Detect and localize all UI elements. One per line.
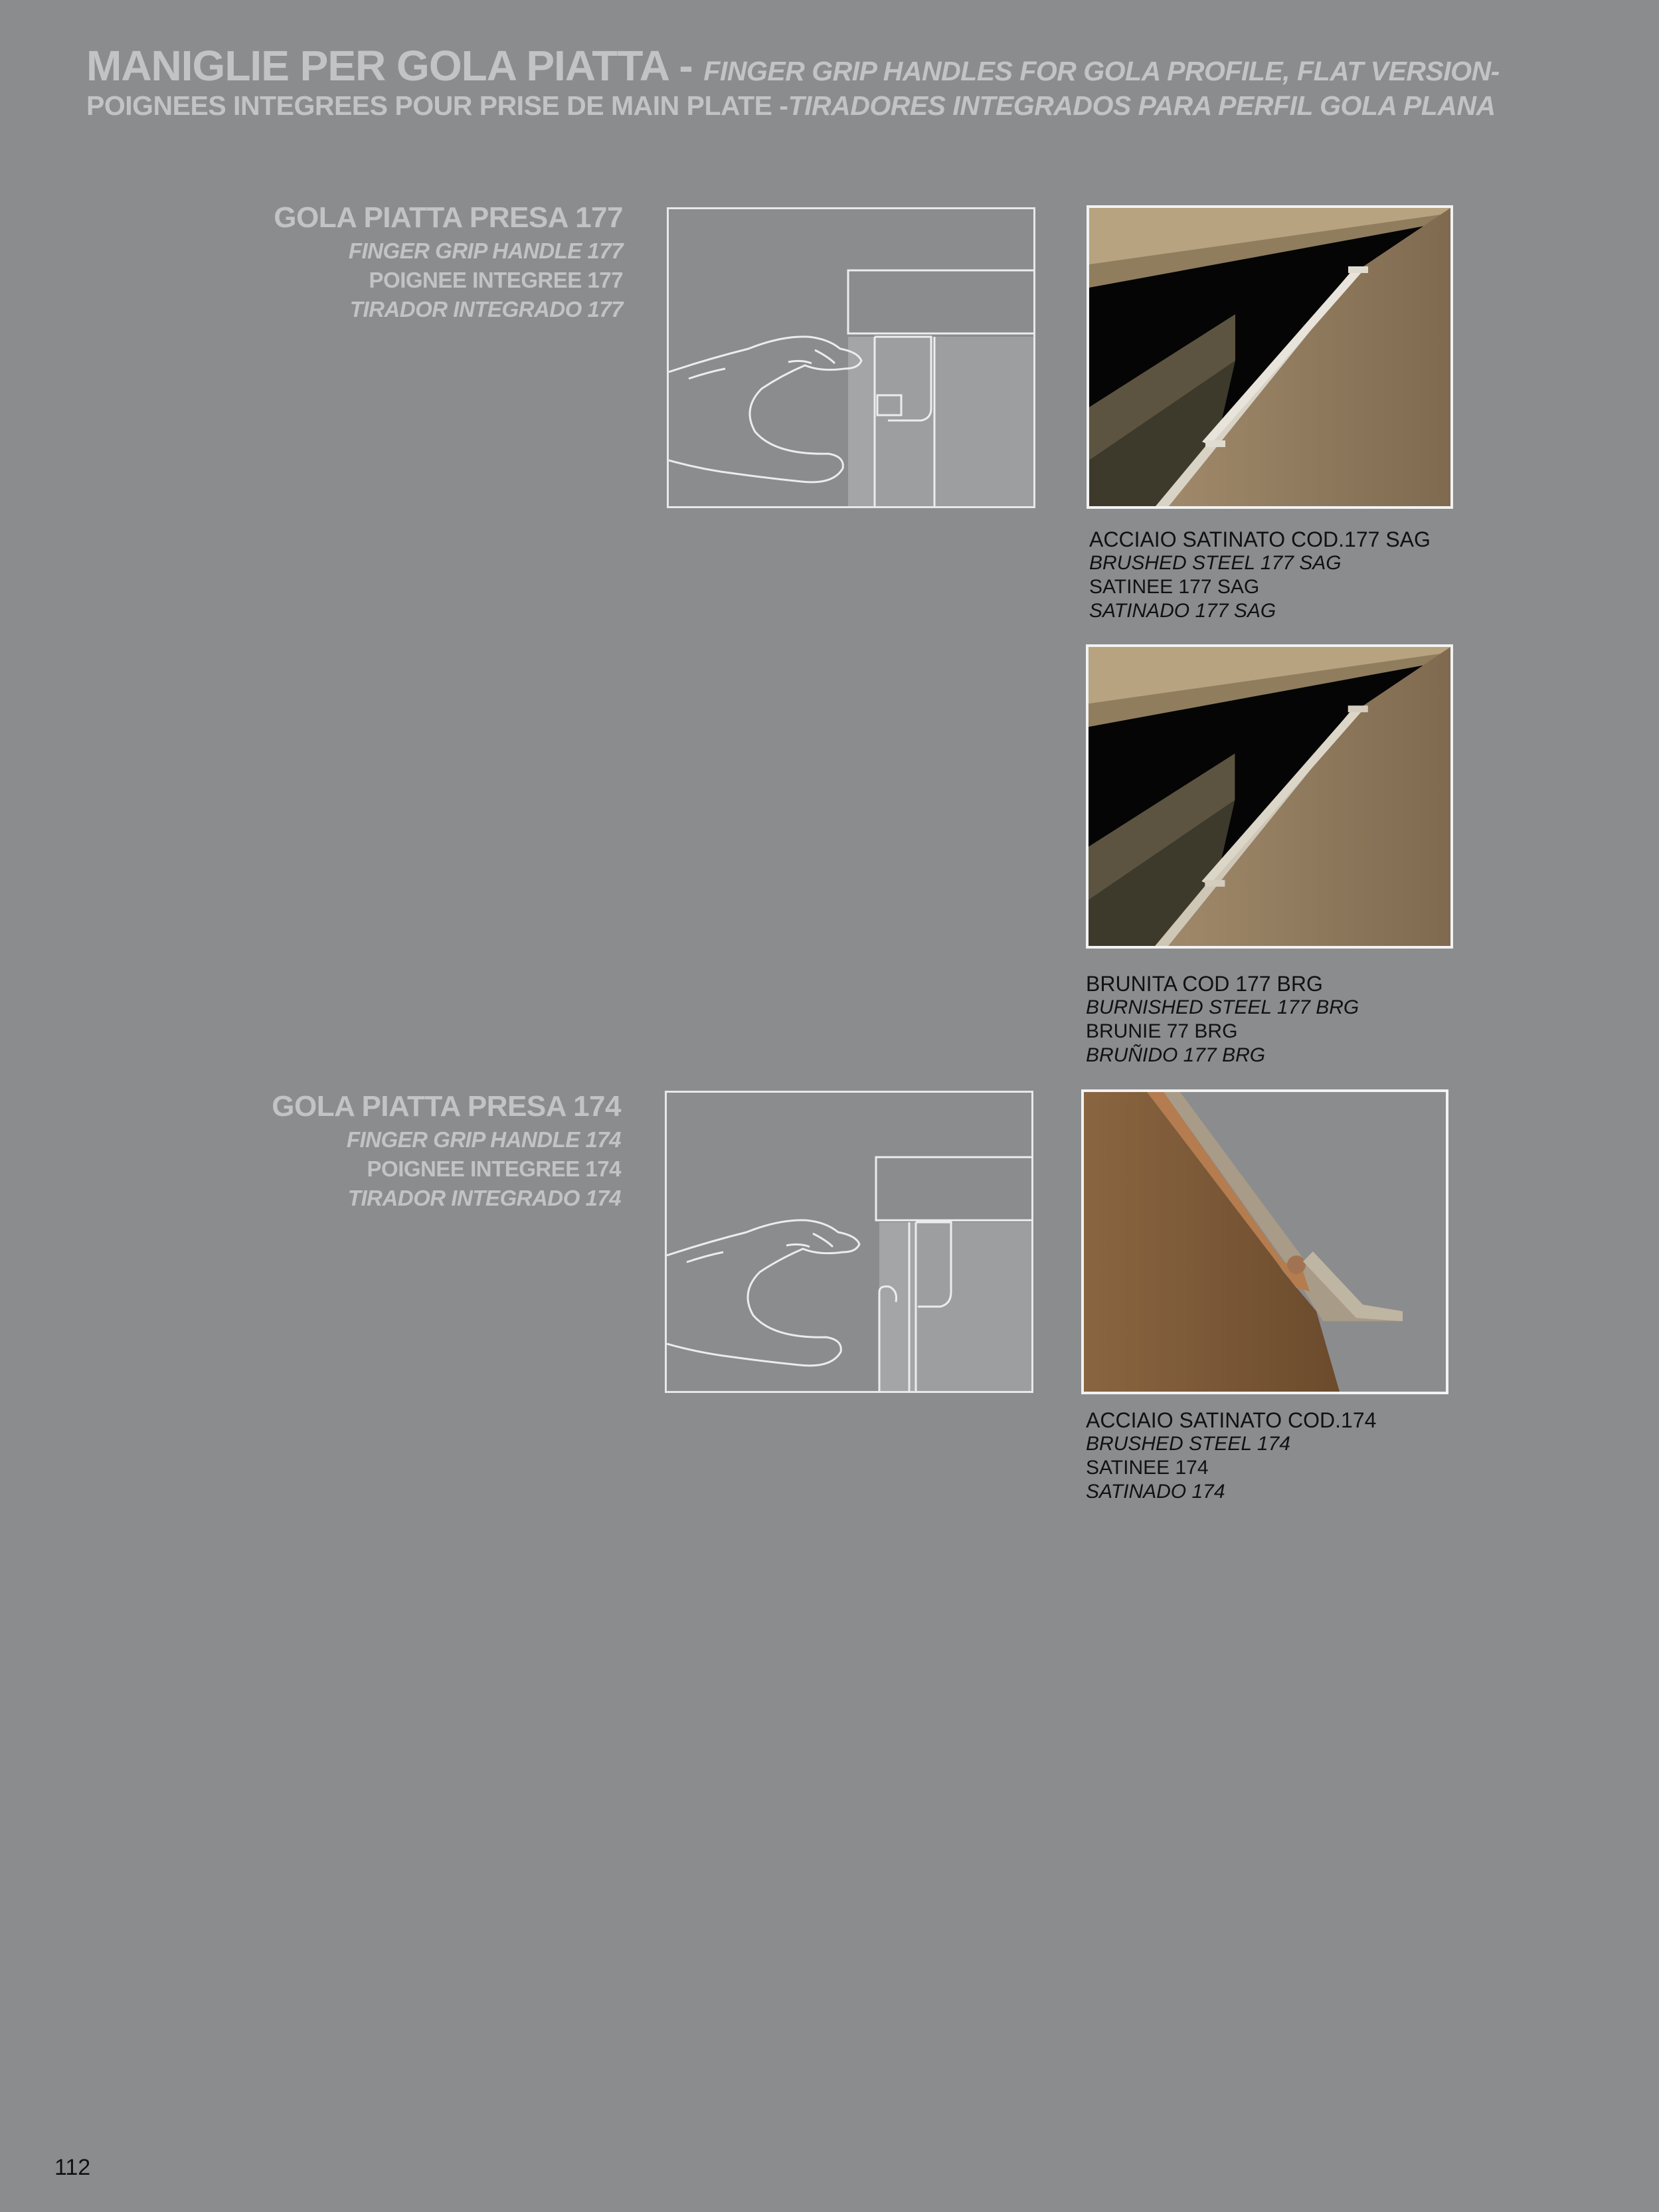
finish-french: SATINEE 174 xyxy=(1086,1457,1209,1479)
finish-french: BRUNIE 77 BRG xyxy=(1086,1020,1238,1042)
finish-174-sag-caption xyxy=(1086,1408,1376,1504)
section-french: POIGNEE INTEGREE 177 xyxy=(369,268,623,292)
finish-spanish: SATINADO 177 SAG xyxy=(1089,600,1276,622)
section-french: POIGNEE INTEGREE 174 xyxy=(367,1156,621,1181)
page-number: 112 xyxy=(54,2155,91,2180)
section-spanish: TIRADOR INTEGRADO 174 xyxy=(347,1186,621,1210)
finish-french: SATINEE 177 SAG xyxy=(1089,576,1260,598)
title-italian: MANIGLIE PER GOLA PIATTA - xyxy=(86,42,704,90)
finish-spanish: BRUÑIDO 177 BRG xyxy=(1086,1044,1266,1066)
finish-italian: ACCIAIO SATINATO COD.174 xyxy=(1086,1408,1377,1432)
section-174-label xyxy=(272,1088,621,1213)
title-english: FINGER GRIP HANDLES FOR GOLA PROFILE, FLAT VERSION- xyxy=(703,56,1500,86)
handle-177-sag-photo xyxy=(1087,205,1453,509)
finish-english: BRUSHED STEEL 177 SAG xyxy=(1089,552,1342,574)
finish-177-brg-caption xyxy=(1086,972,1359,1067)
finish-italian: ACCIAIO SATINATO COD.177 SAG xyxy=(1089,527,1431,551)
page-subtitle xyxy=(86,90,1496,122)
section-english: FINGER GRIP HANDLE 177 xyxy=(348,238,623,263)
section-title: GOLA PIATTA PRESA 174 xyxy=(272,1090,621,1123)
title-french: POIGNEES INTEGREES POUR PRISE DE MAIN PLATE - xyxy=(86,90,788,121)
handle-174-drawing xyxy=(665,1091,1033,1393)
section-title: GOLA PIATTA PRESA 177 xyxy=(274,201,623,234)
finish-spanish: SATINADO 174 xyxy=(1086,1481,1225,1503)
section-177-label xyxy=(274,199,623,324)
finish-english: BURNISHED STEEL 177 BRG xyxy=(1086,996,1359,1018)
handle-177-drawing xyxy=(667,207,1035,508)
finish-177-sag-caption xyxy=(1089,527,1431,623)
finish-italian: BRUNITA COD 177 BRG xyxy=(1086,972,1323,996)
handle-177-brg-photo xyxy=(1086,644,1453,949)
title-spanish: TIRADORES INTEGRADOS PARA PERFIL GOLA PLANA xyxy=(788,90,1496,121)
handle-174-sag-photo xyxy=(1081,1089,1448,1394)
finish-english: BRUSHED STEEL 174 xyxy=(1086,1433,1290,1455)
section-english: FINGER GRIP HANDLE 174 xyxy=(346,1127,621,1152)
section-spanish: TIRADOR INTEGRADO 177 xyxy=(349,297,623,322)
page-title xyxy=(86,41,1500,90)
